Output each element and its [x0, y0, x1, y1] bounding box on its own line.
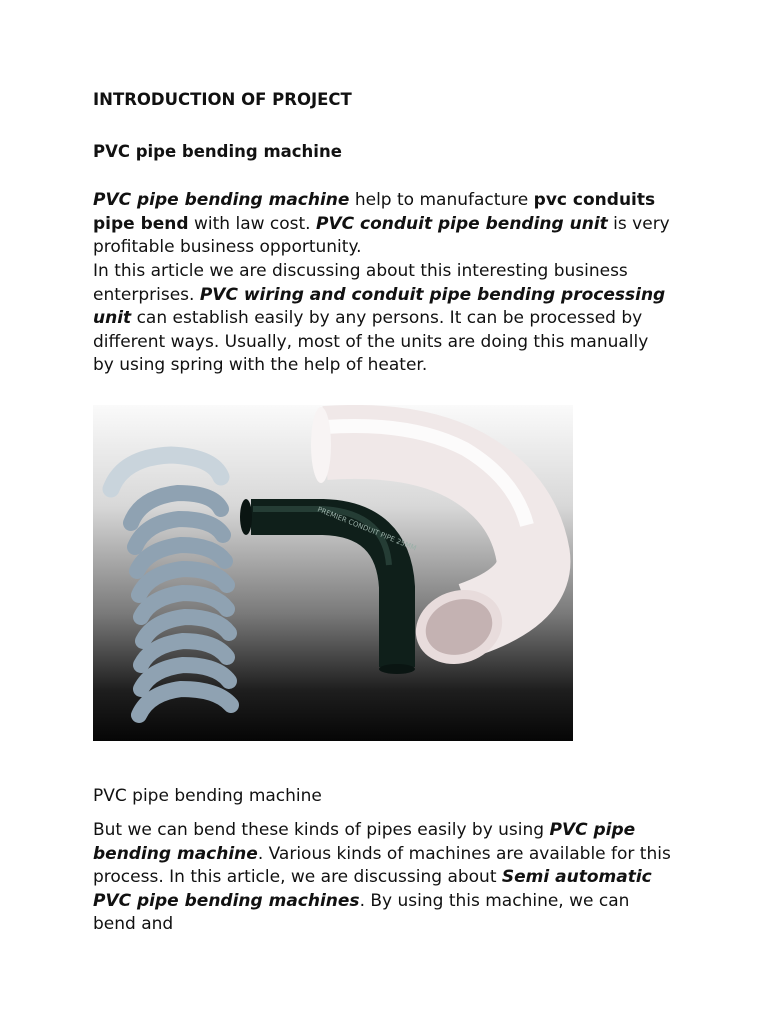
- paragraph-3: [93, 819, 673, 937]
- para2-emph-processing-unit: PVC wiring and conduit pipe bending processing unit: [93, 284, 666, 329]
- white-conduit-bend: [311, 407, 533, 676]
- intro-heading: INTRODUCTION OF PROJECT: [93, 90, 352, 109]
- para2-text-b: can establish easily by any persons. It can be processed by different ways. Usually, most of the units are doing this manually by using spring with the help of heater.: [93, 308, 649, 376]
- black-pipe-print: PREMIER CONDUIT PIPE 25MM: [316, 505, 418, 553]
- para2-text-a: In this article we are discussing about this interesting business enterprises.: [93, 261, 628, 305]
- pvc-pipe-bends-photo: [93, 405, 573, 741]
- black-conduit-bend: [240, 499, 418, 674]
- image-caption: PVC pipe bending machine: [93, 786, 322, 806]
- para3-text-a: But we can bend these kinds of pipes easily by using: [93, 820, 550, 840]
- grey-bend-stack: [111, 455, 231, 715]
- pipe-bends-illustration: [93, 405, 573, 741]
- para1-bold-conduits: pvc conduits pipe bend: [93, 190, 656, 234]
- para1-text-a: help to manufacture: [349, 190, 534, 210]
- para3-text-b: . Various kinds of machines are available for this process. In this article, we are discussing about: [93, 843, 671, 888]
- para3-emph-semi-auto: Semi automatic PVC pipe bending machines: [93, 867, 652, 911]
- para1-emph-machine: PVC pipe bending machine: [93, 190, 350, 210]
- paragraph-1: [93, 189, 673, 260]
- para3-emph-machine: PVC pipe bending machine: [93, 820, 636, 864]
- para3-text-c: . By using this machine, we can bend and: [93, 890, 630, 935]
- paragraph-2: [93, 260, 673, 378]
- para1-text-c: is very profitable business opportunity.: [93, 213, 670, 258]
- para1-text-b: with law cost.: [188, 213, 316, 234]
- subheading: PVC pipe bending machine: [93, 142, 342, 161]
- para1-emph-unit: PVC conduit pipe bending unit: [316, 213, 608, 234]
